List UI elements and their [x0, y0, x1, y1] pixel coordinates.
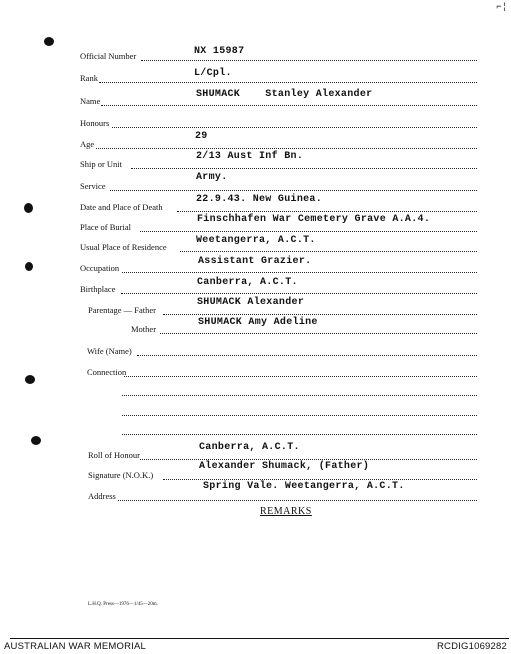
occupation-label: Occupation	[80, 263, 120, 273]
connection-line	[124, 376, 477, 377]
punch-hole	[25, 375, 35, 384]
usual-residence-value: Weetangerra, A.C.T.	[196, 235, 316, 246]
age-value: 29	[195, 131, 208, 142]
age-label: Age	[80, 139, 95, 149]
honours-label: Honours	[80, 118, 110, 128]
printer-note: L.H.Q. Press—1976—1/45—20m.	[88, 602, 158, 607]
signature-value: Alexander Shumack, (Father)	[199, 461, 370, 472]
service-label: Service	[80, 181, 106, 191]
connection-label: Connection	[87, 367, 127, 377]
birthplace-label: Birthplace	[80, 284, 116, 294]
remarks-heading: REMARKS	[260, 506, 312, 517]
ship-or-unit-line	[131, 168, 477, 169]
rank-line	[99, 82, 477, 83]
ship-or-unit-value: 2/13 Aust Inf Bn.	[196, 151, 304, 162]
wife-line	[137, 355, 477, 356]
footer-record-id: RCDIG1069282	[437, 641, 507, 652]
mother-label: Mother	[131, 324, 157, 334]
date-place-death-value: 22.9.43. New Guinea.	[196, 194, 323, 205]
birthplace-value: Canberra, A.C.T.	[197, 277, 298, 288]
connection-line-extra	[122, 395, 477, 396]
connection-line-extra	[122, 415, 477, 416]
punch-hole	[25, 262, 33, 271]
footer-institution: AUSTRALIAN WAR MEMORIAL	[4, 641, 147, 652]
corner-mark: ⌐¦	[496, 2, 507, 12]
service-value: Army.	[196, 172, 228, 183]
connection-line-extra	[122, 434, 477, 435]
name-label: Name	[80, 96, 101, 106]
address-value: Spring Vale. Weetangerra, A.C.T.	[203, 481, 405, 492]
name-line	[101, 105, 477, 106]
official-number-line	[141, 60, 477, 61]
occupation-value: Assistant Grazier.	[198, 256, 312, 267]
date-place-death-label: Date and Place of Death	[80, 202, 163, 212]
official-number-value: NX 15987	[194, 46, 245, 57]
ship-or-unit-label: Ship or Unit	[80, 159, 123, 169]
age-line	[96, 148, 477, 149]
birthplace-line	[121, 293, 477, 294]
place-of-burial-line	[140, 231, 477, 232]
page-bottom-edge	[10, 638, 509, 639]
father-line	[163, 314, 477, 315]
father-label: Parentage — Father	[88, 305, 156, 315]
signature-line	[163, 479, 477, 480]
official-number-label: Official Number	[80, 51, 137, 61]
punch-hole	[31, 436, 41, 445]
usual-residence-line	[180, 251, 477, 252]
rank-value: L/Cpl.	[194, 68, 232, 79]
punch-hole	[24, 203, 33, 213]
service-line	[110, 190, 477, 191]
date-place-death-line	[177, 211, 477, 212]
name-value: SHUMACK Stanley Alexander	[196, 89, 373, 100]
roll-of-honour-line	[140, 459, 477, 460]
mother-value: SHUMACK Amy Adeline	[198, 317, 318, 328]
roll-of-honour-label: Roll of Honour	[88, 450, 140, 460]
roll-of-honour-value: Canberra, A.C.T.	[199, 442, 300, 453]
honours-line	[112, 127, 477, 128]
punch-hole	[44, 37, 54, 46]
place-of-burial-label: Place of Burial	[80, 222, 131, 232]
mother-line	[160, 333, 477, 334]
address-label: Address	[88, 491, 116, 501]
wife-label: Wife (Name)	[87, 346, 132, 356]
rank-label: Rank	[80, 73, 98, 83]
occupation-line	[122, 272, 477, 273]
place-of-burial-value: Finschhafen War Cemetery Grave A.A.4.	[197, 214, 431, 225]
signature-label: Signature (N.O.K.)	[88, 470, 154, 480]
usual-residence-label: Usual Place of Residence	[80, 242, 167, 252]
father-value: SHUMACK Alexander	[197, 297, 305, 308]
address-line	[118, 500, 477, 501]
